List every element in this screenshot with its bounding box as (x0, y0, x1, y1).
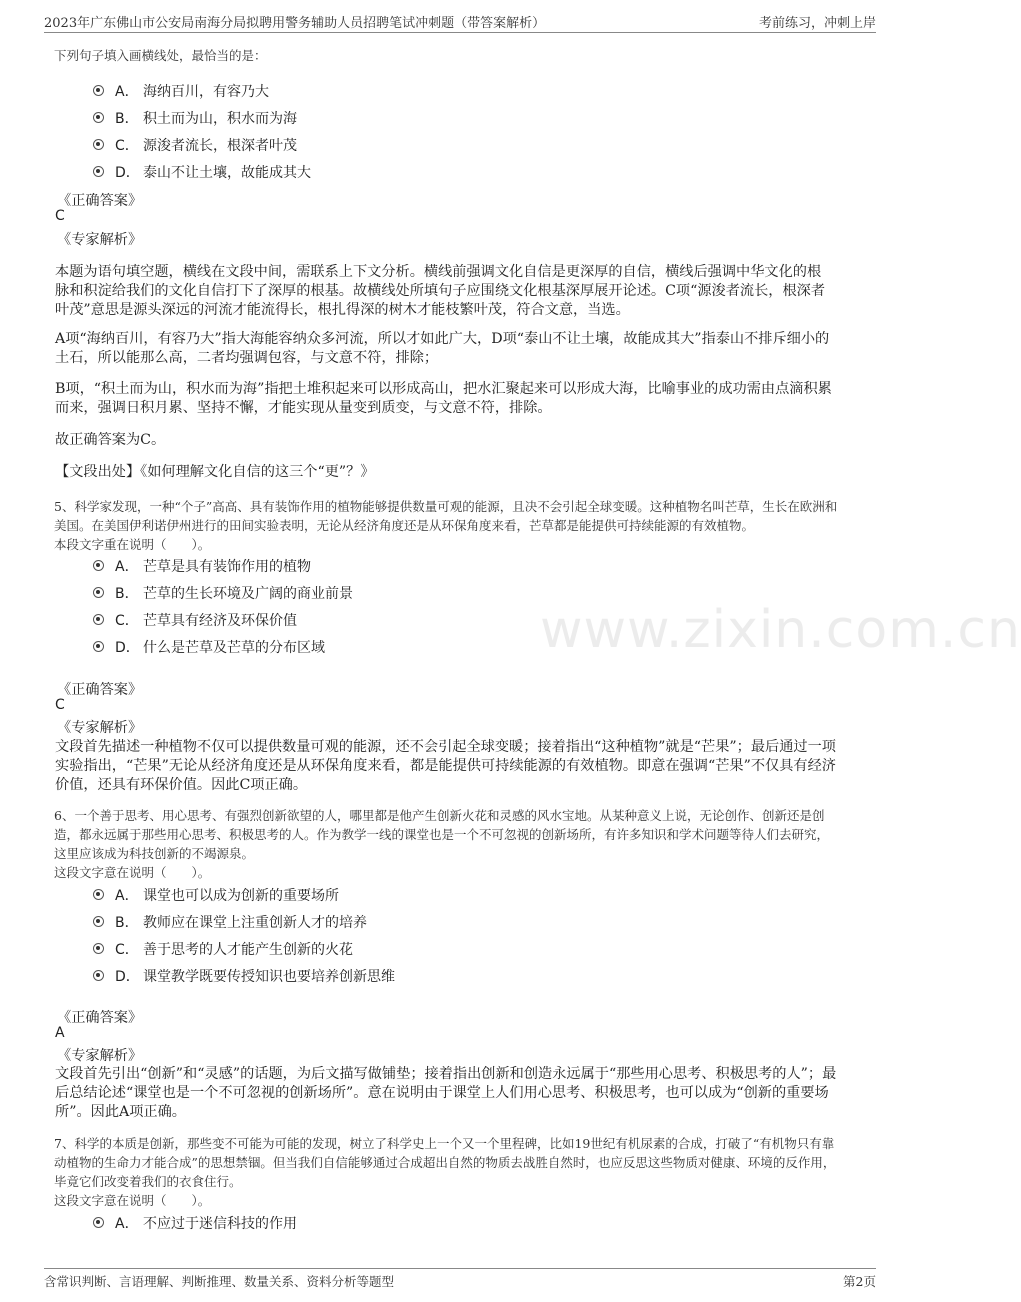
radio-icon[interactable] (93, 916, 104, 927)
radio-icon[interactable] (93, 85, 104, 96)
q6-answer: A (55, 1025, 65, 1041)
page-footer (44, 1268, 876, 1291)
q7-question: 这段文字意在说明（ ）。 (54, 1193, 211, 1208)
q6-stem-line: 造，都永远属于那些用心思考、积极思考的人。作为教学一线的课堂也是一个不可忽视的创新场所，有许多知识和学术问题等待人们去研究， (54, 827, 830, 842)
radio-icon[interactable] (93, 166, 104, 177)
q6-answer-label: 《正确答案》 (57, 1010, 143, 1026)
q5-analysis-line: 实验指出，“芒果”无论从经济角度还是从环保角度来看，都是能提供可持续能源的有效植物。即意在强调“芒果”不仅具有经济 (55, 758, 836, 774)
page-header (44, 10, 876, 33)
q5-analysis-line: 价值，还具有环保价值。因此C项正确。 (55, 777, 308, 793)
q4-analysis-line: B项，“积土而为山，积水而为海”指把土堆积起来可以形成高山，把水汇聚起来可以形成大海，比喻事业的成功需由点滴积累 (55, 381, 832, 397)
q4-analysis-line: A项“海纳百川，有容乃大”指大海能容纳众多河流，所以才如此广大，D项“泰山不让土壤，故能成其大”指泰山不排斥细小的 (55, 331, 830, 347)
q5-answer: C (55, 697, 65, 713)
radio-icon[interactable] (93, 641, 104, 652)
q7-stem-line: 7、科学的本质是创新，那些变不可能为可能的发现，树立了科学史上一个又一个里程碑，比如19世纪有机尿素的合成，打破了“有机物只有靠 (54, 1136, 835, 1151)
page-number: 第2页 (843, 1274, 876, 1289)
q5-stem-line: 美国。在美国伊利诺伊州进行的田间实验表明，无论从经济角度还是从环保角度来看，芒草都是能提供可持续能源的有效植物。 (54, 518, 755, 533)
document-title: 2023年广东佛山市公安局南海分局拟聘用警务辅助人员招聘笔试冲刺题（带答案解析） (44, 16, 546, 31)
q6-analysis-line: 后总结论述“课堂也是一个不可忽视的创新场所”。意在说明由于课堂上人们用心思考、积极思考，也可以成为“创新的重要场 (55, 1085, 829, 1101)
radio-icon[interactable] (93, 970, 104, 981)
q7-stem-line: 毕竟它们改变着我们的衣食住行。 (54, 1174, 242, 1189)
q6-analysis-label: 《专家解析》 (57, 1048, 143, 1064)
q4-analysis-line: 而来，强调日积月累、坚持不懈，才能实现从量变到质变，与文意不符，排除。 (55, 400, 552, 416)
radio-icon[interactable] (93, 139, 104, 150)
q4-stem: 下列句子填入画横线处，最恰当的是： (54, 48, 267, 63)
q4-analysis-line: 脉和积淀给我们的文化自信打下了深厚的根基。故横线处所填句子应围绕文化根基深厚展开论述。C项“源浚者流长，根深者 (55, 283, 826, 299)
q5-stem-line: 5、科学家发现，一种“个子”高高、具有装饰作用的植物能够提供数量可观的能源，且决不会引起全球变暖。这种植物名叫芒草，生长在欧洲和 (54, 499, 838, 514)
header-slogan: 考前练习，冲刺上岸 (758, 16, 876, 31)
q4-analysis-line: 叶茂”意思是源头深远的河流才能流得长，根扎得深的树木才能枝繁叶茂，符合文意，当选。 (55, 302, 630, 318)
radio-icon[interactable] (93, 1217, 104, 1228)
q6-stem-line: 6、一个善于思考、用心思考、有强烈创新欲望的人，哪里都是他产生创新火花和灵感的风水宝地。从某种意义上说，无论创作、创新还是创 (54, 808, 825, 823)
q5-analysis-line: 文段首先描述一种植物不仅可以提供数量可观的能源，还不会引起全球变暖；接着指出“这种植物”就是“芒果”；最后通过一项 (55, 739, 836, 755)
q6-question: 这段文字意在说明（ ）。 (54, 865, 211, 880)
q4-analysis-label: 《专家解析》 (57, 232, 143, 248)
q4-answer: C (55, 208, 65, 224)
radio-icon[interactable] (93, 889, 104, 900)
q4-analysis-line: 本题为语句填空题，横线在文段中间，需联系上下文分析。横线前强调文化自信是更深厚的自信，横线后强调中华文化的根 (55, 264, 822, 280)
q4-conclusion: 故正确答案为C。 (55, 432, 166, 448)
q6-analysis-line: 文段首先引出“创新”和“灵感”的话题，为后文描写做铺垫；接着指出创新和创造永远属于“那些用心思考、积极思考的人”；最 (55, 1066, 837, 1082)
footer-description: 含常识判断、言语理解、判断推理、数量关系、资料分析等题型 (44, 1274, 395, 1289)
q5-answer-label: 《正确答案》 (57, 682, 143, 698)
radio-icon[interactable] (93, 614, 104, 625)
q5-analysis-label: 《专家解析》 (57, 720, 143, 736)
watermark: www.zixin.com.cn (540, 600, 1021, 660)
radio-icon[interactable] (93, 587, 104, 598)
radio-icon[interactable] (93, 112, 104, 123)
radio-icon[interactable] (93, 560, 104, 571)
q4-source: 【文段出处】《如何理解文化自信的这三个“更”？》 (55, 464, 375, 480)
q6-analysis-line: 所”。因此A项正确。 (55, 1104, 186, 1120)
q4-analysis-line: 土石，所以能那么高，二者均强调包容，与文意不符，排除； (55, 350, 439, 366)
q5-question: 本段文字重在说明（ ）。 (54, 537, 211, 552)
q7-stem-line: 动植物的生命力才能合成”的思想禁锢。但当我们自信能够通过合成超出自然的物质去战胜自然时，也应反思这些物质对健康、环境的反作用， (54, 1155, 836, 1170)
q6-stem-line: 这里应该成为科技创新的不竭源泉。 (54, 846, 255, 861)
radio-icon[interactable] (93, 943, 104, 954)
q4-answer-label: 《正确答案》 (57, 193, 143, 209)
